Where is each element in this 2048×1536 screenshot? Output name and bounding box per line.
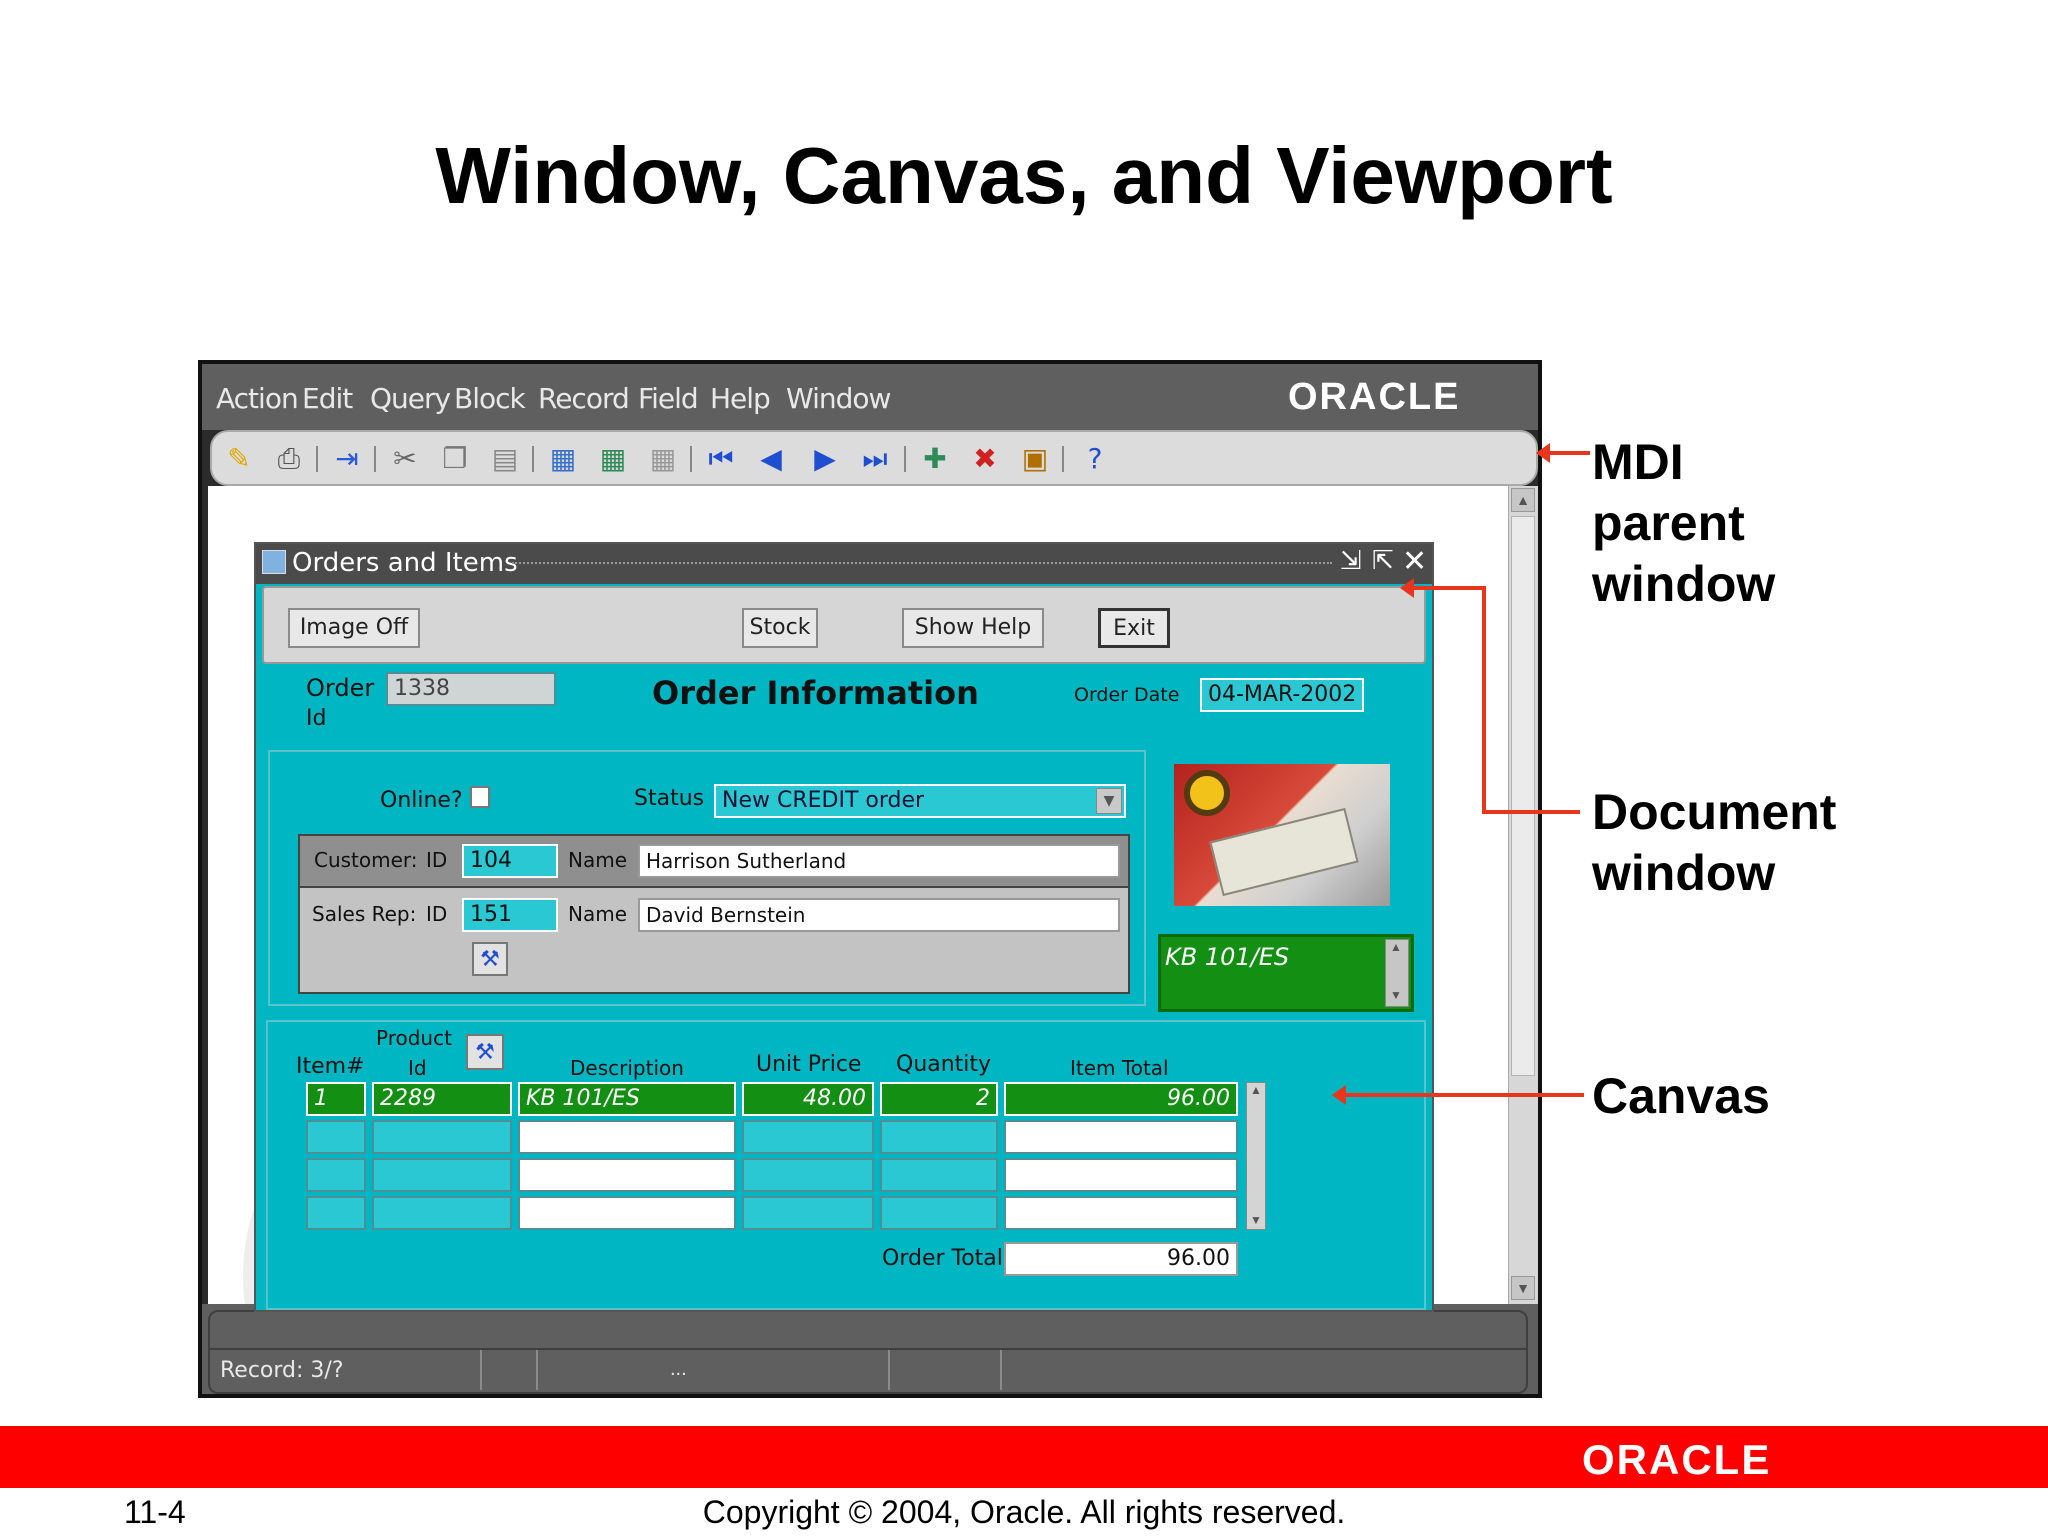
- scroll-down-icon[interactable]: ▼: [1390, 988, 1402, 1002]
- doc-arrow-line: [1482, 810, 1580, 814]
- next-record-icon[interactable]: ▶: [814, 442, 836, 475]
- item-total-cell[interactable]: [1004, 1158, 1238, 1192]
- sales-rep-id-field[interactable]: 151: [462, 898, 558, 932]
- menu-action[interactable]: Action: [216, 382, 298, 415]
- toolbar-separator: [904, 446, 906, 472]
- mdi-arrow-head: [1536, 443, 1550, 463]
- description-cell[interactable]: KB 101/ES: [518, 1082, 736, 1116]
- status-divider: [1000, 1350, 1002, 1390]
- exit-icon[interactable]: ⇥: [335, 442, 359, 475]
- sales-rep-name-label: Name: [568, 902, 628, 926]
- customer-id-field[interactable]: 104: [462, 844, 558, 878]
- quantity-cell[interactable]: [880, 1158, 998, 1192]
- close-icon[interactable]: ✕: [1402, 544, 1428, 579]
- status-select[interactable]: [714, 784, 1126, 818]
- canvas-arrow-head: [1332, 1085, 1346, 1105]
- product-id-cell[interactable]: 2289: [372, 1082, 512, 1116]
- page-number: 11-4: [124, 1494, 186, 1530]
- document-title: Orders and Items: [292, 548, 518, 578]
- quantity-cell[interactable]: 2: [880, 1082, 998, 1116]
- status-bar: [202, 1304, 1538, 1398]
- chevron-down-icon[interactable]: ▼: [1096, 788, 1122, 814]
- status-line: [208, 1348, 1528, 1394]
- item-total-cell[interactable]: 96.00: [1004, 1082, 1238, 1116]
- description-cell[interactable]: [518, 1196, 736, 1230]
- mdi-parent-window: [198, 360, 1542, 1398]
- insert-record-icon[interactable]: ✚: [923, 442, 947, 475]
- quantity-cell[interactable]: [880, 1120, 998, 1154]
- order-date-label: Order Date: [1074, 684, 1180, 706]
- first-record-icon[interactable]: ⏮: [708, 442, 734, 475]
- minimize-icon[interactable]: ⇲: [1340, 546, 1362, 576]
- mdi-vertical-scrollbar[interactable]: [1508, 486, 1538, 1304]
- delete-record-icon[interactable]: ✖: [973, 442, 997, 475]
- quantity-header: Quantity: [896, 1052, 992, 1077]
- menu-bar: [202, 364, 1538, 430]
- toolbar-separator: [374, 446, 376, 472]
- toolbar: [210, 430, 1538, 486]
- toolbar-separator: [690, 446, 692, 472]
- description-header: Description: [570, 1056, 684, 1080]
- menu-record[interactable]: Record: [538, 382, 629, 415]
- online-label: Online?: [380, 788, 463, 813]
- exit-button[interactable]: Exit: [1098, 608, 1170, 648]
- unit-price-header: Unit Price: [756, 1052, 862, 1077]
- window-app-icon: [262, 550, 286, 574]
- status-ellipsis: ...: [670, 1358, 687, 1380]
- item-cell[interactable]: [306, 1196, 366, 1230]
- mdi-arrow-line: [1546, 451, 1590, 455]
- product-image: [1174, 764, 1390, 906]
- item-cell[interactable]: [306, 1158, 366, 1192]
- description-cell[interactable]: [518, 1158, 736, 1192]
- sales-rep-name-field[interactable]: David Bernstein: [638, 898, 1120, 932]
- execute-query-icon[interactable]: ▦: [599, 442, 627, 475]
- paste-icon[interactable]: ▤: [491, 442, 519, 475]
- slide-title: Window, Canvas, and Viewport: [435, 131, 1613, 220]
- description-scrollbar[interactable]: [1385, 939, 1409, 1007]
- image-off-button[interactable]: Image Off: [288, 608, 420, 648]
- product-header-2: Id: [408, 1056, 427, 1080]
- lov-sales-rep-icon[interactable]: ⚒: [472, 942, 508, 976]
- message-line: [208, 1310, 1528, 1350]
- menu-window[interactable]: Window: [786, 382, 891, 415]
- status-divider: [536, 1350, 538, 1390]
- product-id-cell[interactable]: [372, 1196, 512, 1230]
- product-id-cell[interactable]: [372, 1158, 512, 1192]
- customer-label: Customer:: [314, 848, 418, 872]
- scroll-up-icon[interactable]: ▲: [1511, 488, 1535, 512]
- open-icon[interactable]: ✎: [227, 442, 251, 475]
- document-window: [254, 542, 1434, 1312]
- item-cell[interactable]: [306, 1120, 366, 1154]
- unit-price-cell[interactable]: [742, 1120, 874, 1154]
- print-icon[interactable]: ⎙: [277, 442, 301, 475]
- menu-query[interactable]: Query: [370, 382, 451, 415]
- help-icon[interactable]: ?: [1087, 442, 1103, 475]
- order-id-label-1: Order: [306, 674, 375, 702]
- copy-icon[interactable]: ❐: [442, 442, 468, 475]
- customer-name-field[interactable]: Harrison Sutherland: [638, 844, 1120, 878]
- item-total-cell[interactable]: [1004, 1120, 1238, 1154]
- quantity-cell[interactable]: [880, 1196, 998, 1230]
- footer-band: [0, 1426, 2048, 1488]
- status-divider: [480, 1350, 482, 1390]
- document-callout-line1: Document: [1592, 784, 1837, 840]
- canvas-arrow-line: [1344, 1093, 1584, 1097]
- items-scrollbar[interactable]: [1246, 1082, 1266, 1230]
- copyright: Copyright © 2004, Oracle. All rights reserved.: [702, 1494, 1346, 1530]
- doc-arrow-line: [1482, 586, 1486, 812]
- status-label: Status: [634, 786, 705, 811]
- lov-product-icon[interactable]: ⚒: [466, 1034, 504, 1070]
- sales-rep-label: Sales Rep:: [312, 902, 417, 926]
- maximize-icon[interactable]: ⇱: [1372, 546, 1394, 576]
- online-checkbox[interactable]: [470, 786, 490, 808]
- toolbar-separator: [316, 446, 318, 472]
- cancel-query-icon[interactable]: ▦: [649, 442, 677, 475]
- previous-record-icon[interactable]: ◀: [760, 442, 782, 475]
- toolbar-separator: [532, 446, 534, 472]
- mdi-callout-line2: parent: [1592, 495, 1745, 551]
- record-indicator: Record: 3/?: [220, 1358, 344, 1383]
- product-description-text: KB 101/ES: [1165, 943, 1290, 971]
- document-title-bar: [256, 544, 1432, 584]
- item-cell[interactable]: 1: [306, 1082, 366, 1116]
- document-callout: [1592, 782, 1836, 904]
- customer-id-label: ID: [426, 848, 448, 872]
- scroll-up-icon[interactable]: ▲: [1390, 940, 1402, 954]
- status-select-value: New CREDIT order: [722, 788, 925, 813]
- stock-button[interactable]: Stock: [742, 608, 818, 648]
- order-total-label: Order Total: [882, 1246, 1003, 1271]
- item-total-cell[interactable]: [1004, 1196, 1238, 1230]
- order-id-label-2: Id: [306, 706, 327, 731]
- unit-price-cell[interactable]: [742, 1158, 874, 1192]
- sales-rep-id-label: ID: [426, 902, 448, 926]
- item-total-header: Item Total: [1070, 1056, 1169, 1080]
- product-id-cell[interactable]: [372, 1120, 512, 1154]
- last-record-icon[interactable]: ⏭: [862, 442, 888, 475]
- toolbar-separator: [1062, 446, 1064, 472]
- menu-field[interactable]: Field: [638, 382, 698, 415]
- scroll-thumb[interactable]: [1511, 516, 1535, 1076]
- scroll-down-icon[interactable]: ▼: [1250, 1213, 1262, 1227]
- canvas-callout: Canvas: [1592, 1068, 1770, 1124]
- scroll-down-icon[interactable]: ▼: [1511, 1276, 1535, 1300]
- keyboard-icon: [1209, 808, 1358, 896]
- lock-record-icon[interactable]: ▣: [1021, 442, 1049, 475]
- mdi-callout: [1592, 432, 1775, 615]
- app-oracle-logo: ORACLE: [1288, 376, 1461, 418]
- item-number-header: Item#: [296, 1054, 365, 1079]
- unit-price-cell[interactable]: 48.00: [742, 1082, 874, 1116]
- product-header-1: Product: [376, 1026, 452, 1050]
- scroll-up-icon[interactable]: ▲: [1250, 1083, 1262, 1097]
- mdi-callout-line3: window: [1592, 556, 1776, 612]
- menu-help[interactable]: Help: [710, 382, 770, 415]
- sunflower-icon: [1184, 770, 1230, 816]
- description-cell[interactable]: [518, 1120, 736, 1154]
- order-information-heading: Order Information: [652, 674, 979, 712]
- button-bar: [262, 586, 1426, 664]
- doc-arrow-head: [1400, 578, 1414, 598]
- menu-edit[interactable]: Edit: [302, 382, 353, 415]
- mdi-callout-line1: MDI: [1592, 434, 1684, 490]
- enter-query-icon[interactable]: ▦: [549, 442, 577, 475]
- product-description-box[interactable]: [1158, 934, 1414, 1012]
- document-callout-line2: window: [1592, 845, 1776, 901]
- status-divider: [888, 1350, 890, 1390]
- order-total-field[interactable]: 96.00: [1004, 1242, 1238, 1276]
- title-grip: [512, 562, 1332, 566]
- customer-name-label: Name: [568, 848, 628, 872]
- footer-oracle-logo: ORACLE: [1582, 1436, 1772, 1483]
- show-help-button[interactable]: Show Help: [902, 608, 1044, 648]
- unit-price-cell[interactable]: [742, 1196, 874, 1230]
- order-date-field[interactable]: 04-MAR-2002: [1200, 678, 1364, 712]
- cut-icon[interactable]: ✂: [393, 442, 417, 475]
- menu-block[interactable]: Block: [454, 382, 525, 415]
- order-id-field[interactable]: 1338: [386, 672, 556, 706]
- doc-arrow-line: [1412, 586, 1484, 590]
